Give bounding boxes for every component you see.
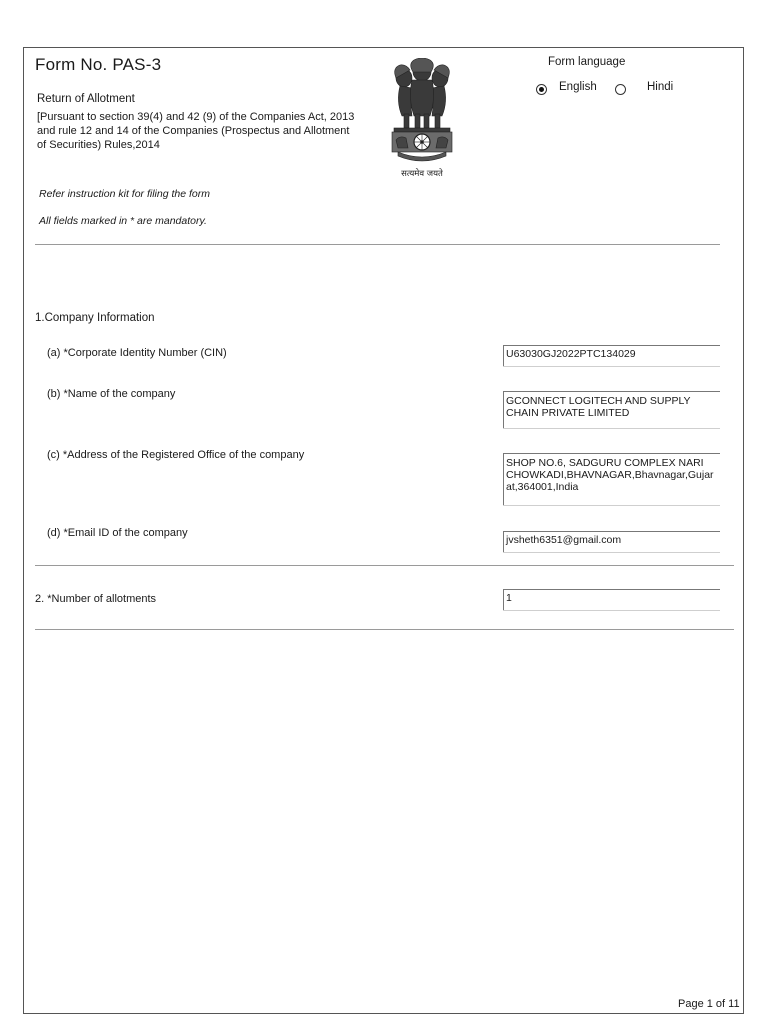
email-field[interactable]: jvsheth6351@gmail.com: [503, 531, 720, 552]
email-label: (d) *Email ID of the company: [47, 527, 188, 539]
instruction-note: Refer instruction kit for filing the form: [39, 188, 210, 200]
section2-divider: [35, 629, 734, 630]
cin-label: (a) *Corporate Identity Number (CIN): [47, 347, 227, 359]
section-title-company-information: 1.Company Information: [35, 312, 155, 324]
registered-office-address-field[interactable]: SHOP NO.6, SADGURU COMPLEX NARI CHOWKADI,BHAVNAGAR,Bhavnagar,Gujarat,364001,India: [503, 453, 720, 505]
cin-field[interactable]: U63030GJ2022PTC134029: [503, 345, 720, 366]
registered-office-address-label: (c) *Address of the Registered Office of the company: [47, 449, 305, 461]
form-language-label: Form language: [548, 56, 626, 68]
emblem-caption: सत्यमेव जयते: [401, 169, 443, 179]
company-name-field[interactable]: GCONNECT LOGITECH AND SUPPLY CHAIN PRIVATE LIMITED: [503, 391, 720, 428]
mandatory-note: All fields marked in * are mandatory.: [39, 215, 207, 227]
form-number: Form No. PAS-3: [35, 55, 162, 74]
number-of-allotments-label: 2. *Number of allotments: [35, 593, 157, 605]
section1-divider: [35, 565, 734, 566]
language-hindi-label: Hindi: [647, 81, 674, 93]
company-name-label: (b) *Name of the company: [47, 388, 176, 400]
language-english-radio[interactable]: [536, 84, 547, 95]
language-hindi-radio[interactable]: [615, 84, 626, 95]
form-subtitle: [Pursuant to section 39(4) and 42 (9) of the Companies Act, 2013 and rule 12 and 14 of the Companies (Prospectus and Allotment of Securities) Rules,2014: [37, 111, 355, 151]
page-number: Page 1 of 11: [678, 998, 740, 1010]
form-title: Return of Allotment: [37, 93, 135, 105]
header-divider: [35, 244, 720, 245]
number-of-allotments-field[interactable]: 1: [503, 589, 720, 610]
national-emblem-icon: [382, 58, 462, 176]
language-english-label: English: [559, 81, 597, 93]
